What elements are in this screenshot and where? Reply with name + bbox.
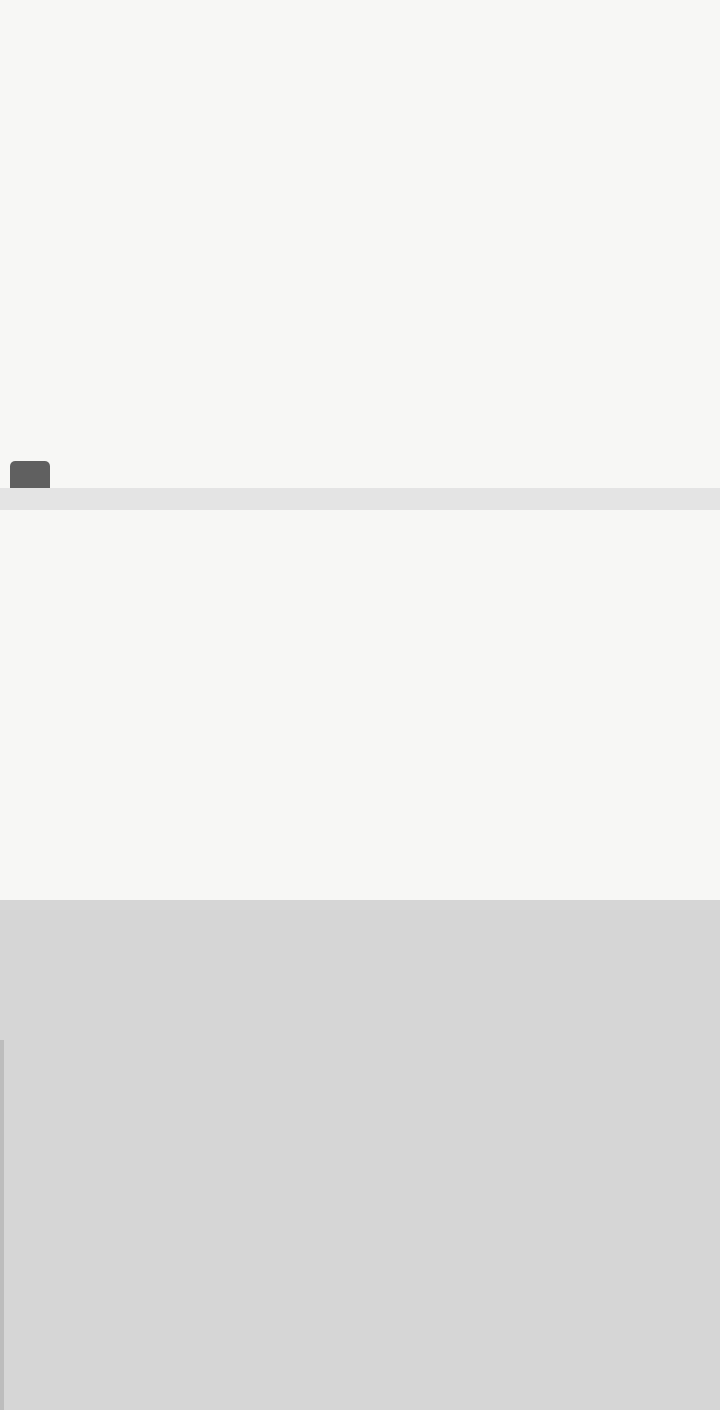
document-page-bottom [0,510,720,900]
document-page-top [0,0,720,488]
scrollbar-track[interactable] [0,1040,4,1410]
page-gap [0,488,720,510]
